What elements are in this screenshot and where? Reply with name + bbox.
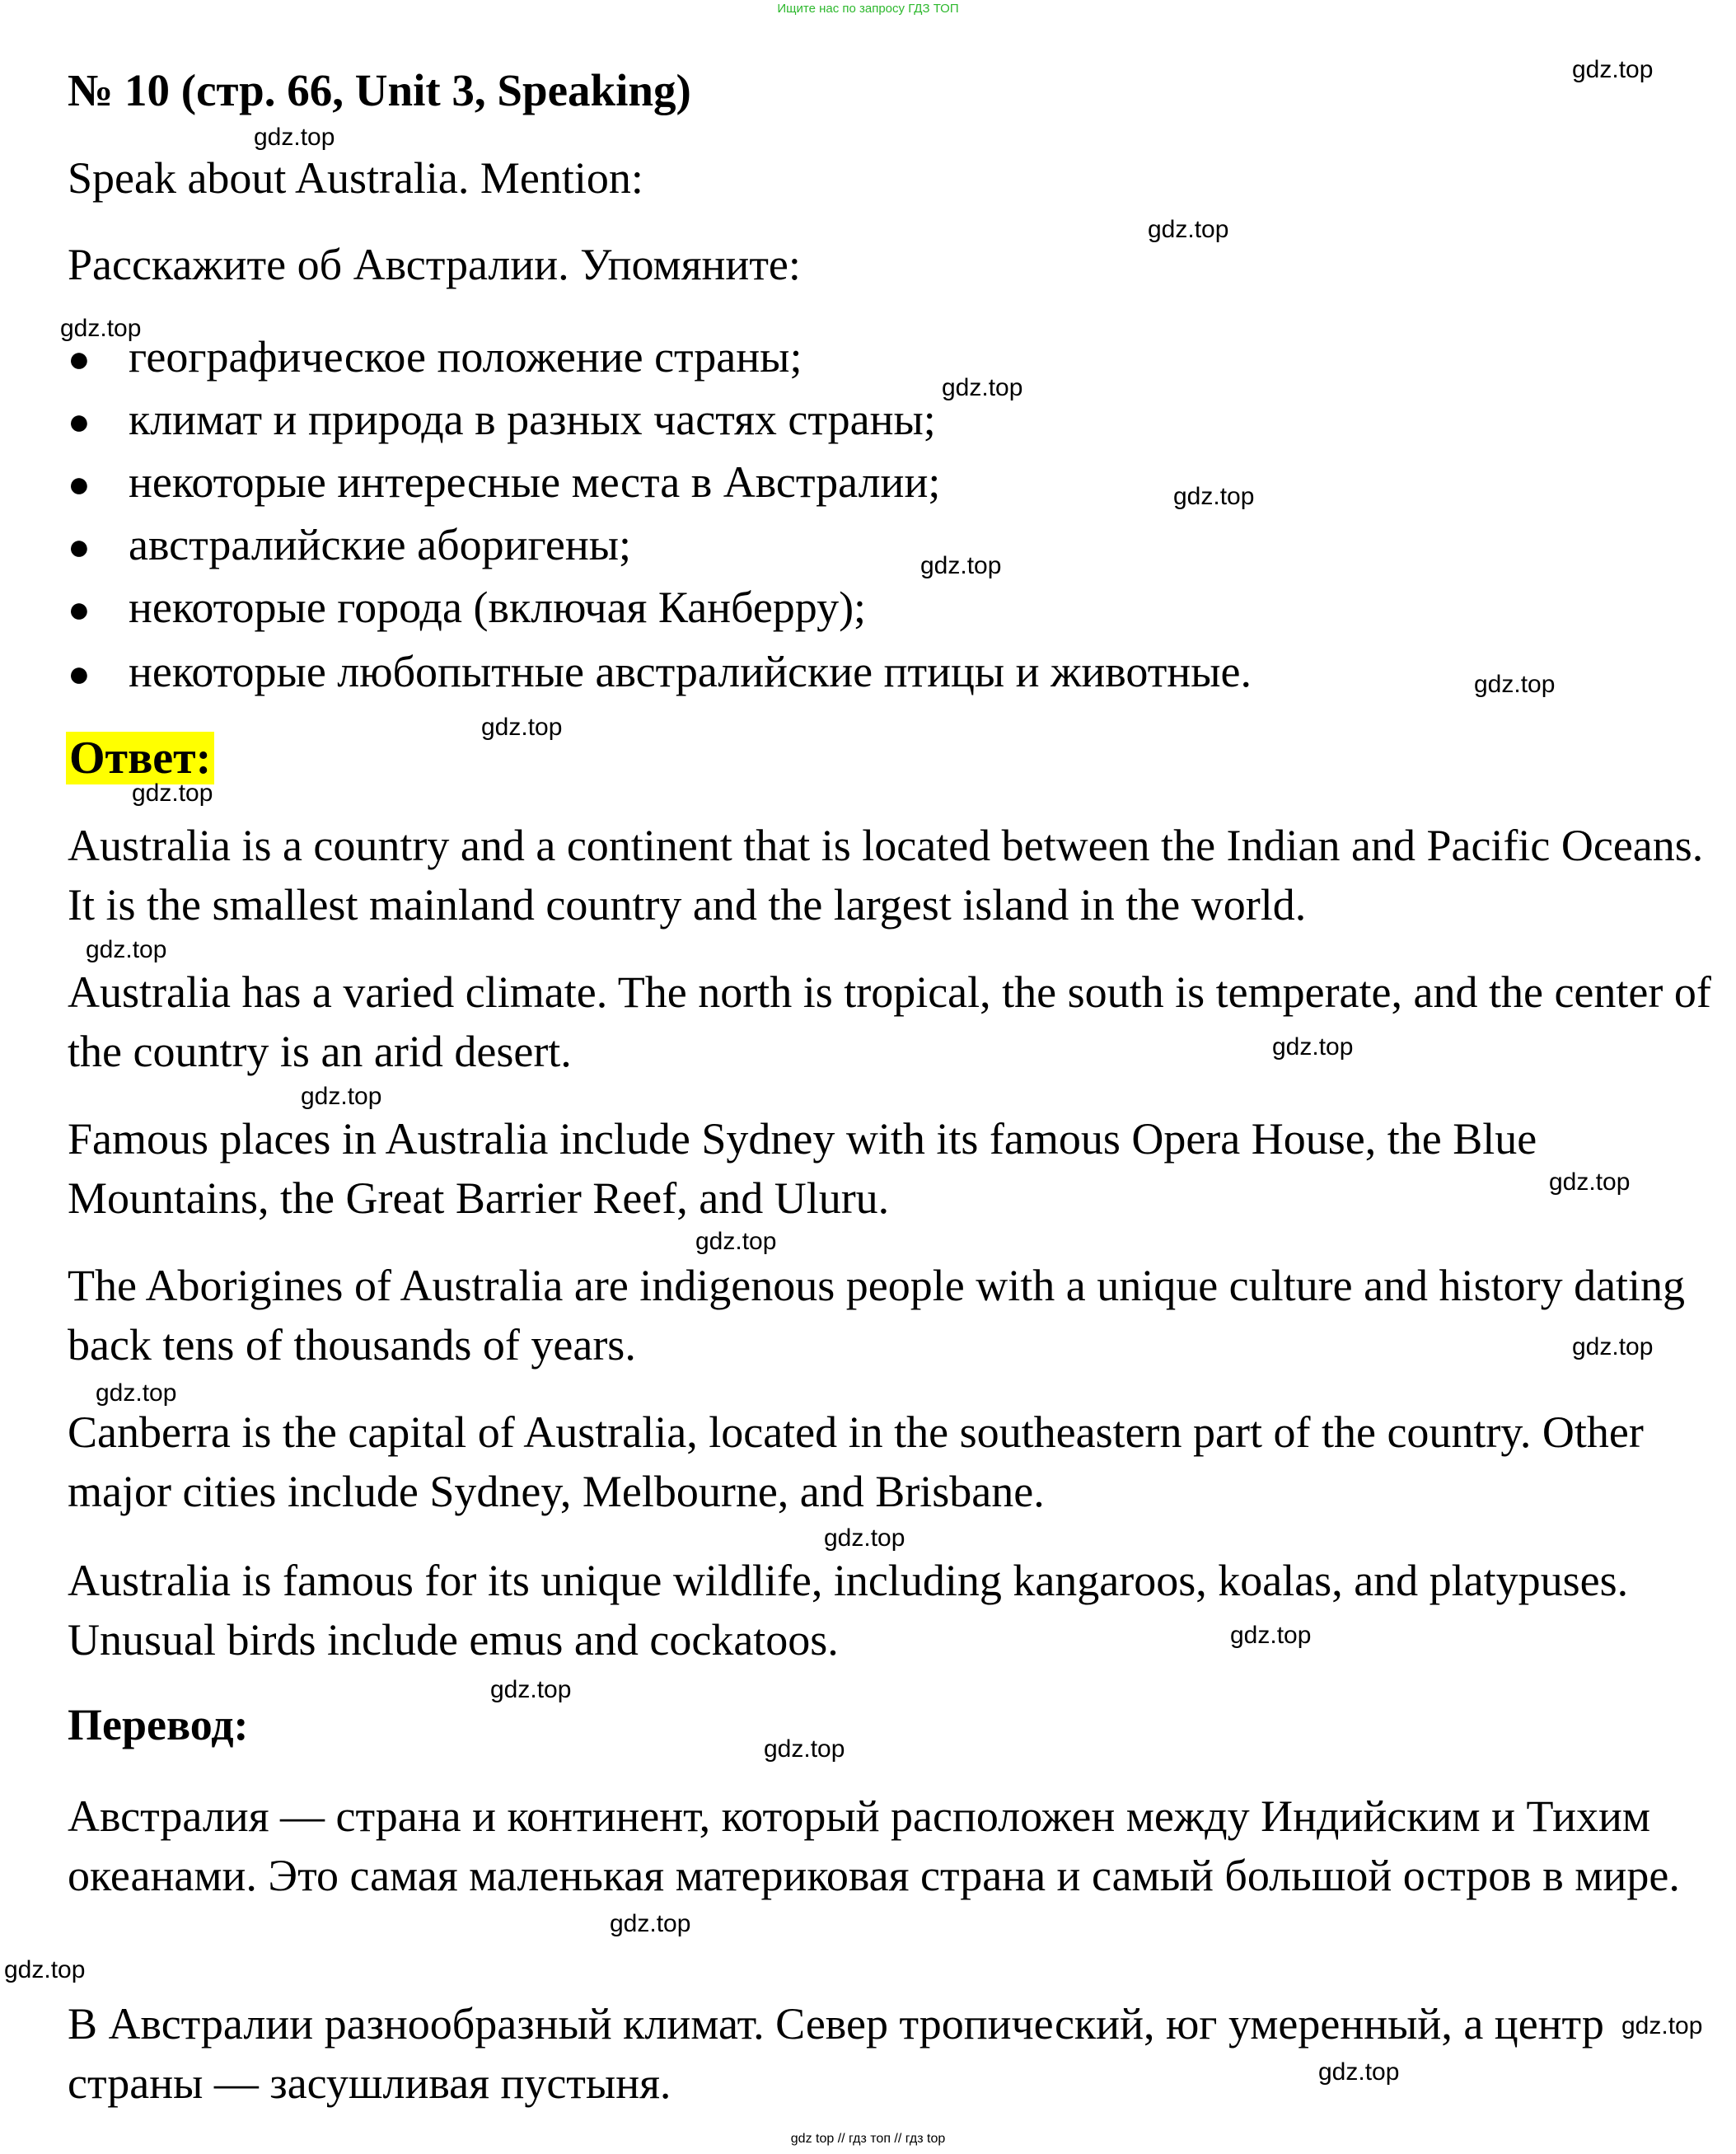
watermark: gdz.top xyxy=(132,780,213,807)
watermark: gdz.top xyxy=(695,1228,777,1255)
bullet-item: ● географическое положение страны; xyxy=(68,332,802,382)
bullet-item: ● австралийские аборигены; xyxy=(68,520,632,569)
watermark: gdz.top xyxy=(1474,671,1556,698)
watermark: gdz.top xyxy=(1230,1622,1312,1649)
answer-paragraph: Famous places in Australia include Sydney with its famous Opera House, the Blue Mountains, the Great Barrier Reef, and Uluru. xyxy=(68,1114,1537,1223)
watermark: gdz.top xyxy=(920,552,1002,579)
watermark: gdz.top xyxy=(96,1379,177,1407)
watermark: gdz.top xyxy=(942,374,1023,401)
watermark: gdz.top xyxy=(254,124,335,151)
watermark: gdz.top xyxy=(1549,1168,1631,1196)
bullet-item: ● некоторые города (включая Канберру); xyxy=(68,583,867,632)
answer-paragraph: Canberra is the capital of Australia, located in the southeastern part of the country. Other major cities include Sydney, Melbourne, and Brisbane. xyxy=(68,1407,1644,1516)
top-note: Ищите нас по запросу ГДЗ ТОП xyxy=(777,2,959,16)
watermark: gdz.top xyxy=(764,1735,845,1763)
task-english: Speak about Australia. Mention: xyxy=(68,153,643,203)
translation-paragraph: Австралия — страна и континент, который расположен между Индийским и Тихим океанами. Это самая маленькая материковая страна и самый большой остров в мире. xyxy=(68,1791,1680,1900)
page-title: № 10 (стр. 66, Unit 3, Speaking) xyxy=(68,65,691,115)
watermark: gdz.top xyxy=(86,936,167,963)
watermark: gdz.top xyxy=(1572,1333,1654,1360)
bullet-icon: ● xyxy=(68,526,91,568)
watermark: gdz.top xyxy=(1148,216,1229,243)
answer-label: Ответ: xyxy=(66,732,214,784)
bullet-item: ● климат и природа в разных частях страны; xyxy=(68,395,936,444)
translation-label: Перевод: xyxy=(68,1700,249,1749)
bullet-icon: ● xyxy=(68,338,91,380)
watermark: gdz.top xyxy=(1173,483,1255,510)
translation-paragraph: В Австралии разнообразный климат. Север тропический, юг умеренный, а центр страны — засушливая пустыня. xyxy=(68,1999,1604,2108)
watermark: gdz.top xyxy=(1572,56,1654,83)
bullet-item: ● некоторые любопытные австралийские птицы и животные. xyxy=(68,647,1252,696)
watermark: gdz.top xyxy=(4,1956,86,1983)
watermark: gdz.top xyxy=(824,1524,905,1552)
watermark: gdz.top xyxy=(610,1910,691,1937)
bullet-icon: ● xyxy=(68,400,91,443)
watermark: gdz.top xyxy=(301,1083,382,1110)
watermark: gdz.top xyxy=(481,714,563,741)
answer-paragraph: Australia is famous for its unique wildlife, including kangaroos, koalas, and platypuses. Unusual birds include emus and cockatoos. xyxy=(68,1556,1629,1665)
answer-paragraph: The Aborigines of Australia are indigenous people with a unique culture and history dating back tens of thousands of years. xyxy=(68,1261,1686,1370)
watermark: gdz.top xyxy=(1318,2058,1400,2086)
watermark: gdz.top xyxy=(1272,1033,1354,1061)
bullet-item: ● некоторые интересные места в Австралии; xyxy=(68,457,941,507)
watermark: gdz.top xyxy=(1621,2012,1703,2039)
watermark: gdz.top xyxy=(60,315,142,342)
bullet-icon: ● xyxy=(68,463,91,505)
task-russian: Расскажите об Австралии. Упомяните: xyxy=(68,240,801,289)
watermark: gdz.top xyxy=(490,1676,572,1703)
answer-paragraph: Australia is a country and a continent that is located between the Indian and Pacific Oceans. It is the smallest mainland country and the largest island in the world. xyxy=(68,821,1704,929)
bullet-icon: ● xyxy=(68,588,91,630)
answer-paragraph: Australia has a varied climate. The north is tropical, the south is temperate, and the center of the country is an arid desert. xyxy=(68,967,1711,1076)
bullet-icon: ● xyxy=(68,653,91,695)
footer: gdz top // гдз топ // гдз top xyxy=(790,2132,946,2146)
